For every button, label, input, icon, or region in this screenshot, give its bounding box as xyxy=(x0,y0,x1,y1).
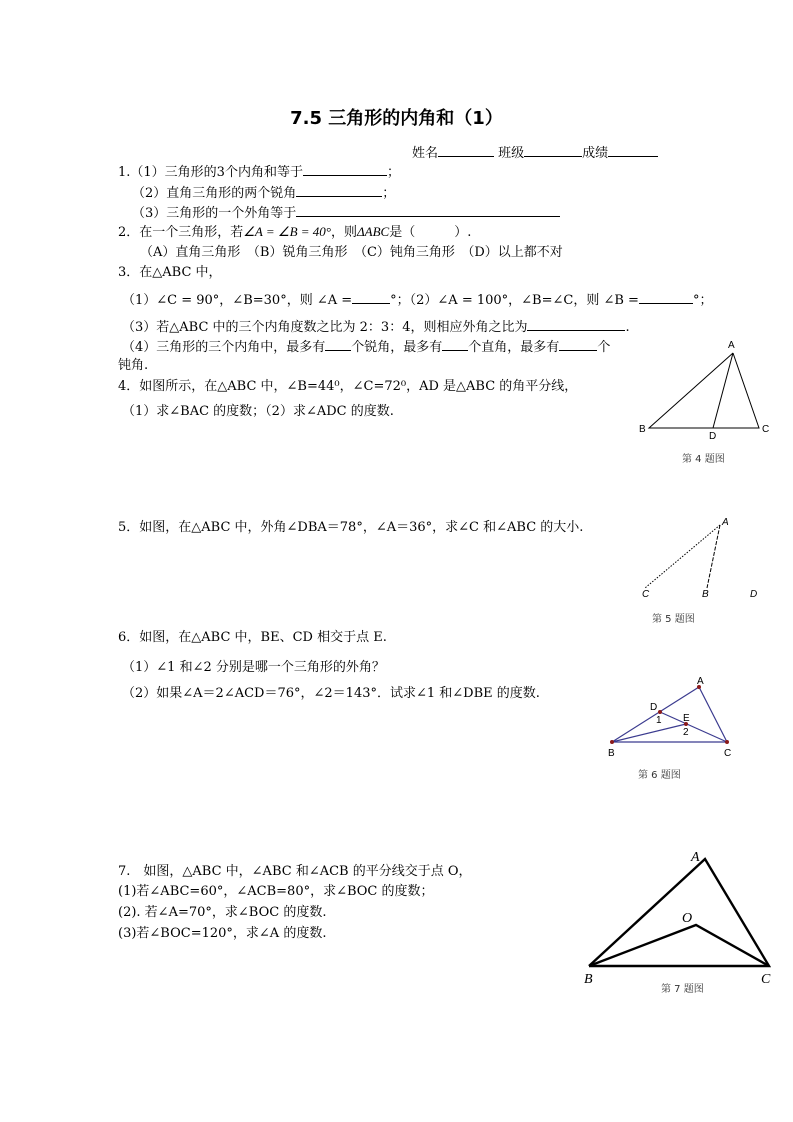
q2-stem-a: 2．在一个三角形，若 xyxy=(118,225,244,240)
q5-stem: 5．如图，在△ABC 中，外角∠DBA＝78°，∠A＝36°，求∠C 和∠ABC 的大小. xyxy=(118,520,584,535)
fig6-label-e: E xyxy=(683,713,690,724)
q3-part4-blank3[interactable] xyxy=(559,338,597,351)
q3-part4 xyxy=(122,338,610,356)
q1-part1-text: 1.（1）三角形的3个内角和等于 xyxy=(118,165,303,180)
q3-part1-blank[interactable] xyxy=(352,291,390,304)
q3-part4-text-d: 个 xyxy=(597,340,611,355)
q1-part2-blank[interactable] xyxy=(296,184,382,197)
q6-sub2: （2）如果∠A＝2∠ACD＝76°，∠2＝143°．试求∠1 和∠DBE 的度数. xyxy=(122,686,540,701)
q3-part2-end: °； xyxy=(692,293,713,308)
q6-sub1: （1）∠1 和∠2 分别是哪一个三角形的外角？ xyxy=(122,660,385,675)
q3-part2-text: °；（2）∠A = 100°，∠B=∠C，则 ∠B = xyxy=(390,293,639,308)
q3-part4-text-b: 个锐角，最多有 xyxy=(351,340,443,355)
q3-part3-text: （3）若△ABC 中的三个内角度数之比为 2：3：4，则相应外角之比为 xyxy=(122,320,528,335)
fig6-label-c: C xyxy=(724,748,732,759)
fig5-label-c: C xyxy=(642,589,650,600)
figure-6-caption: 第 6 题图 xyxy=(638,770,681,781)
fig5-label-b: B xyxy=(702,589,709,600)
figure-5-caption: 第 5 题图 xyxy=(652,614,695,625)
fig7-label-a: A xyxy=(691,850,700,865)
fig4-label-a: A xyxy=(728,340,735,351)
class-blank[interactable] xyxy=(524,144,582,157)
page-title: 7.5 三角形的内角和（1） xyxy=(290,108,503,129)
q3-part2-blank[interactable] xyxy=(639,291,693,304)
figure-7-triangle xyxy=(575,840,785,1000)
fig5-label-d: D xyxy=(750,589,758,600)
q1-part1 xyxy=(118,163,400,181)
q2-stem xyxy=(118,224,471,241)
q6-stem: 6．如图，在△ABC 中，BE、CD 相交于点 E. xyxy=(118,630,387,645)
q2-stem-c: 是（ ）. xyxy=(389,225,472,240)
q3-part1-2 xyxy=(122,291,712,309)
q1-part3 xyxy=(132,204,560,222)
score-label: 成绩 xyxy=(582,146,609,161)
q7-sub2: (2). 若∠A=70°，求∠BOC 的度数. xyxy=(118,905,327,920)
q3-part4-blank1[interactable] xyxy=(325,338,351,351)
q4-sub: （1）求∠BAC 的度数；（2）求∠ADC 的度数. xyxy=(122,404,394,419)
fig6-label-2: 2 xyxy=(683,727,689,738)
q2-stem-b: ，则 xyxy=(330,225,357,240)
q7-stem: 7. 如图，△ABC 中，∠ABC 和∠ACB 的平分线交于点 O， xyxy=(118,864,472,879)
q1-part2-text: （2）直角三角形的两个锐角 xyxy=(132,186,297,201)
q1-part2 xyxy=(132,184,395,202)
fig6-label-a: A xyxy=(697,676,704,687)
q3-part4-text-c: 个直角，最多有 xyxy=(468,340,560,355)
q2-stem-math: ∠A = ∠B = 40° xyxy=(243,224,331,239)
class-label: 班级 xyxy=(498,146,525,161)
fig6-label-d: D xyxy=(650,702,658,713)
fig7-label-b: B xyxy=(584,972,593,987)
q2-stem-triangle: ΔABC xyxy=(357,224,390,239)
q7-sub3: (3)若∠BOC=120°，求∠A 的度数. xyxy=(118,926,327,941)
q3-part3 xyxy=(122,318,630,336)
figure-4-caption: 第 4 题图 xyxy=(682,454,725,465)
q3-stem: 3．在△ABC 中， xyxy=(118,265,222,280)
q3-part4-text-a: （4）三角形的三个内角中，最多有 xyxy=(122,340,326,355)
fig7-label-o: O xyxy=(682,911,693,926)
score-blank[interactable] xyxy=(608,144,658,157)
q7-sub1: (1)若∠ABC=60°，∠ACB=80°，求∠BOC 的度数； xyxy=(118,884,434,899)
student-info-row xyxy=(412,144,658,162)
fig6-label-1: 1 xyxy=(656,715,662,726)
fig5-label-a: A xyxy=(722,517,729,528)
q3-part4-wrap: 钝角. xyxy=(118,358,149,373)
fig4-label-d: D xyxy=(709,431,717,442)
fig4-label-c: C xyxy=(762,424,770,435)
q3-part3-blank[interactable] xyxy=(527,318,625,331)
q3-part1-text: （1）∠C = 90°，∠B=30°，则 ∠A = xyxy=(122,293,353,308)
figure-7-caption: 第 7 题图 xyxy=(661,984,704,995)
q2-options: （A）直角三角形 （B）锐角三角形 （C）钝角三角形 （D）以上都不对 xyxy=(140,245,563,260)
q1-part1-end: ； xyxy=(386,165,400,180)
q1-part1-blank[interactable] xyxy=(303,163,387,176)
fig7-label-c: C xyxy=(761,972,771,987)
q3-part4-blank2[interactable] xyxy=(442,338,468,351)
fig6-label-b: B xyxy=(608,748,615,759)
q1-part3-blank[interactable] xyxy=(296,204,560,217)
figure-6-triangle xyxy=(595,670,745,765)
q1-part2-end: ； xyxy=(382,186,396,201)
figure-5-triangle xyxy=(630,510,780,605)
fig4-label-b: B xyxy=(639,424,646,435)
name-label: 姓名 xyxy=(412,146,439,161)
name-blank[interactable] xyxy=(438,144,494,157)
q1-part3-text: （3）三角形的一个外角等于 xyxy=(132,206,297,221)
figure-4-triangle xyxy=(630,335,780,450)
q4-stem: 4．如图所示，在△ABC 中，∠B=44⁰，∠C=72⁰，AD 是△ABC 的角平分线， xyxy=(118,379,578,394)
q3-part3-end: . xyxy=(625,320,630,335)
